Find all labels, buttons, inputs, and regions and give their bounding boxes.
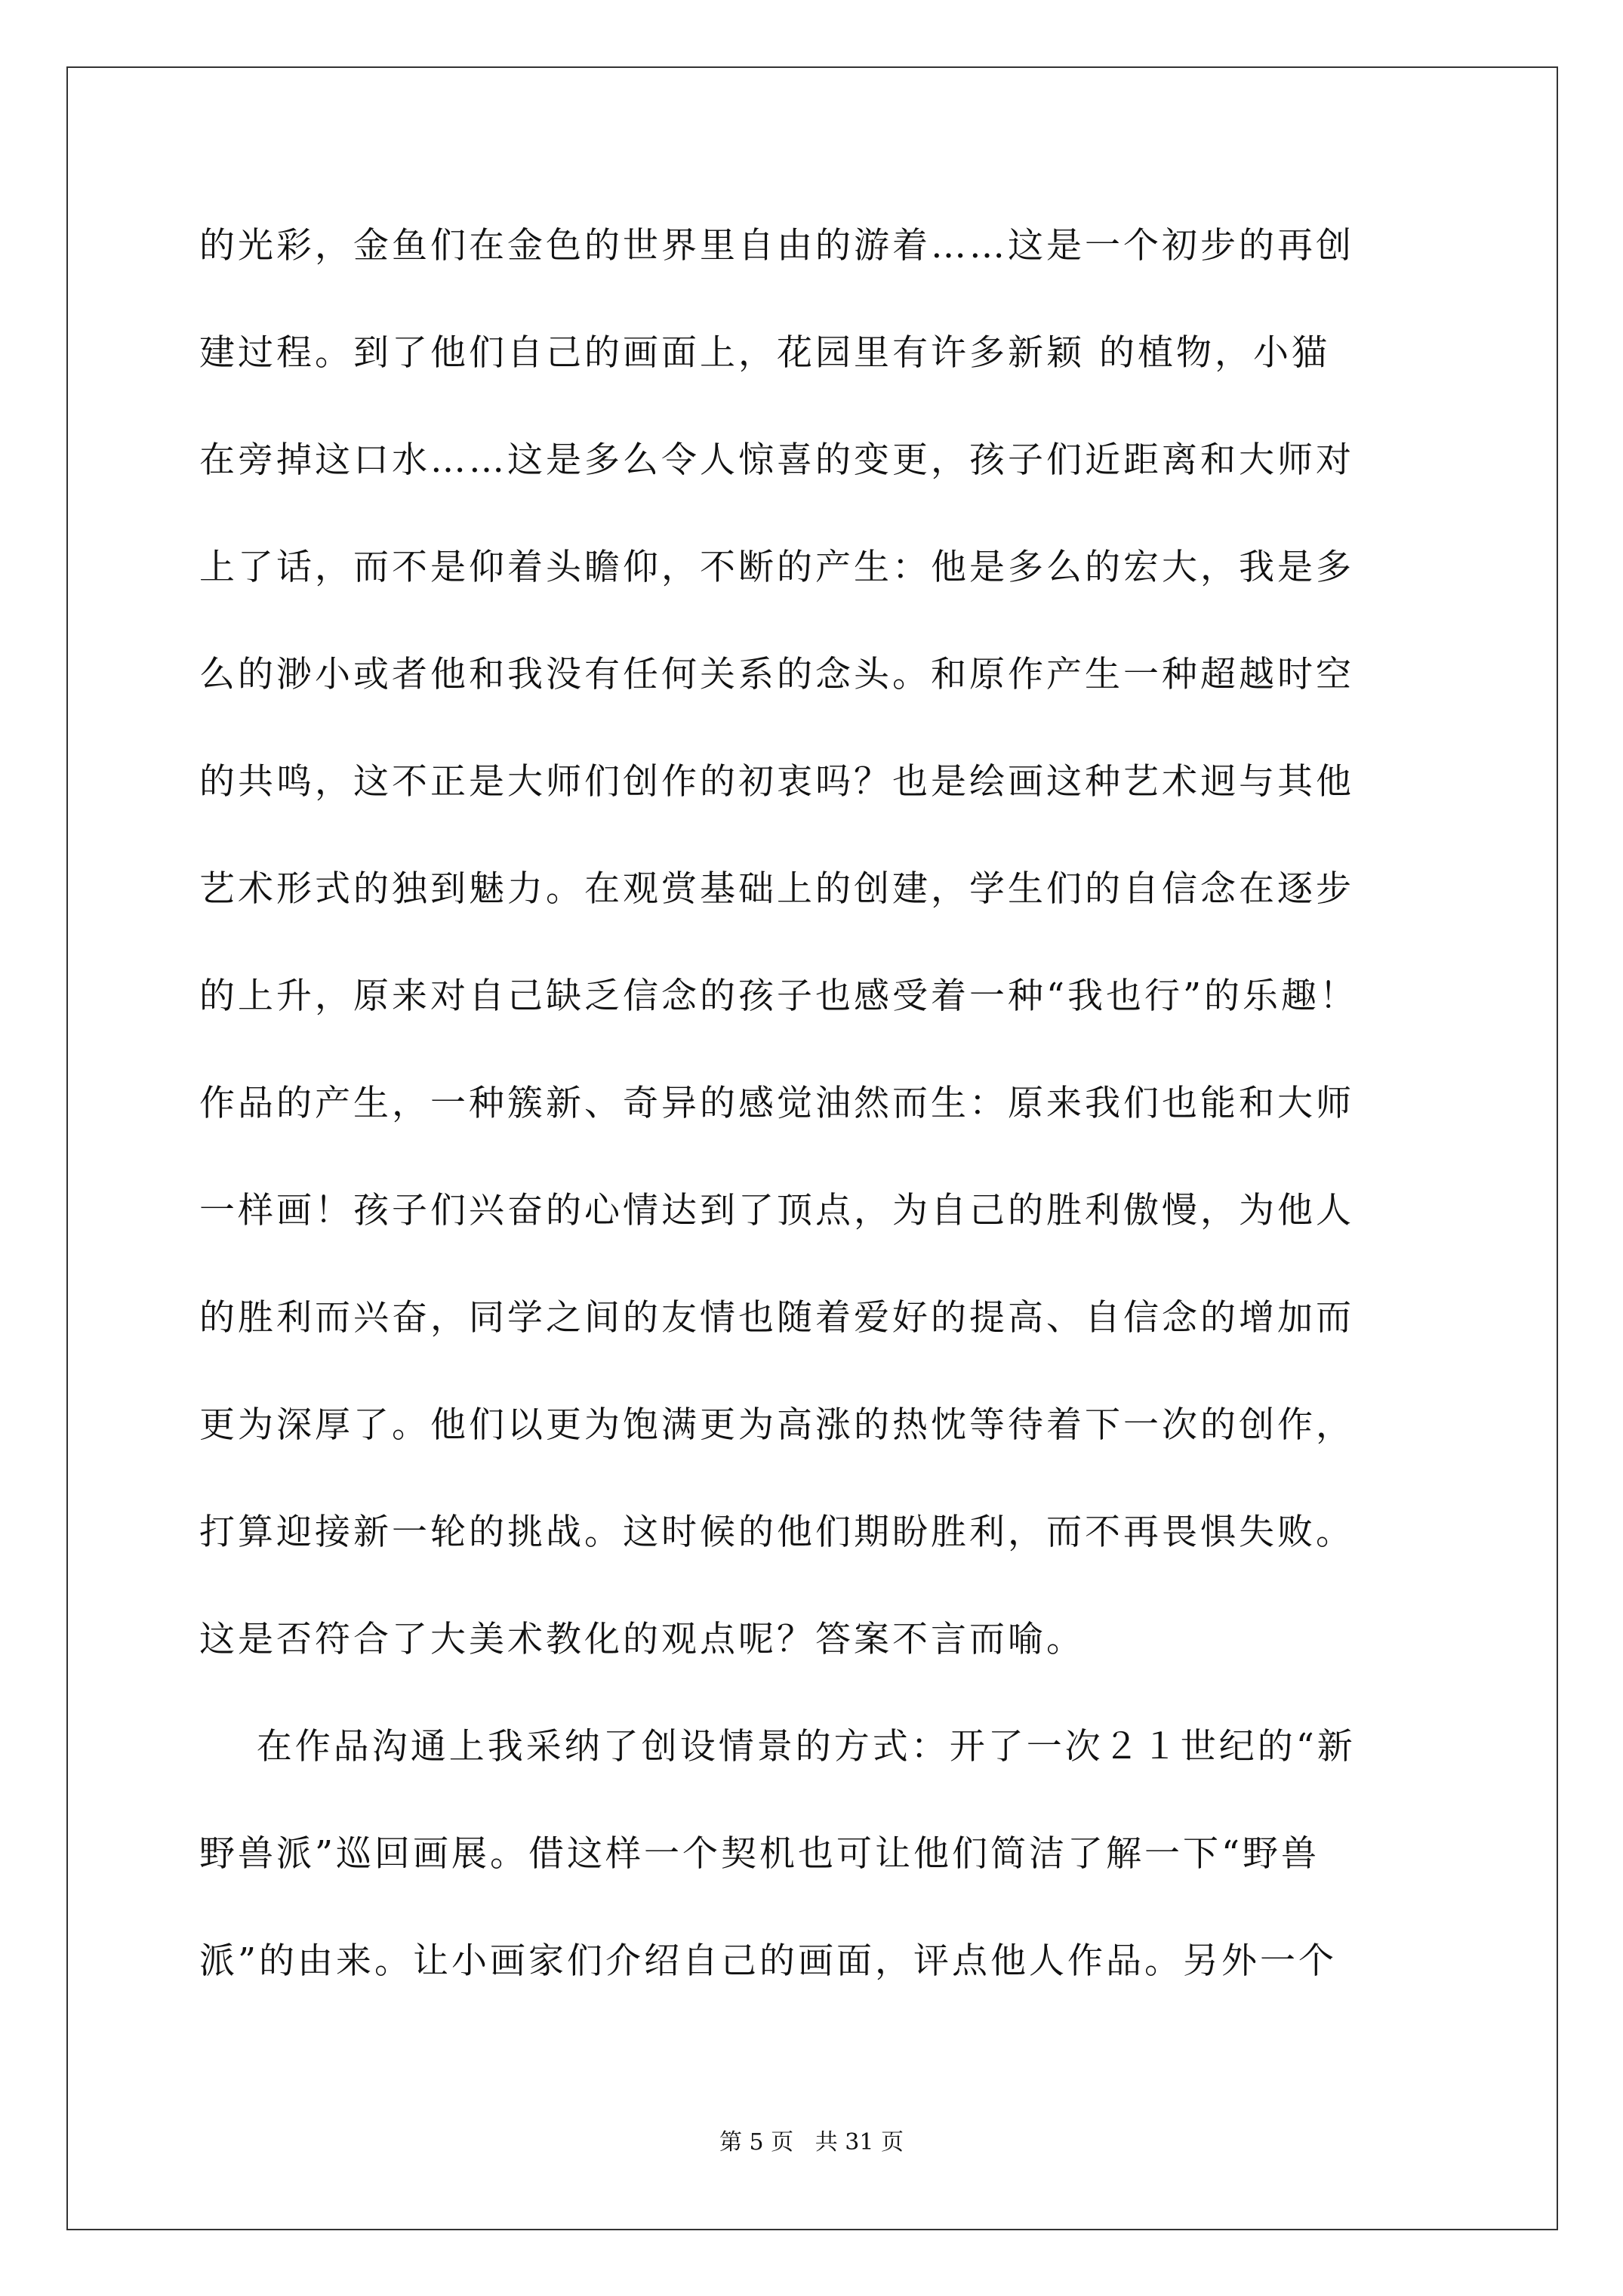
text-line: 这是否符合了大美术教化的观点呢？答案不言而喻。: [199, 1619, 1085, 1660]
page-number-footer: 第 5 页 共 31 页: [719, 2129, 904, 2156]
text-line: 上了话，而不是仰着头瞻仰，不断的产生：他是多么的宏大，我是多: [199, 547, 1354, 588]
text-line: 在旁掉这口水……这是多么令人惊喜的变更，孩子们近距离和大师对: [199, 439, 1354, 481]
body-text: [199, 217, 1437, 2040]
text-line: 一样画！孩子们兴奋的心情达到了顶点，为自己的胜利傲慢，为他人: [199, 1190, 1354, 1231]
text-line: 建过程。到了他们自己的画面上，花园里有许多新颖 的植物，小猫: [199, 332, 1330, 374]
text-line: 更为深厚了。他们以更为饱满更为高涨的热忱等待着下一次的创作，: [199, 1404, 1354, 1446]
text-line: 的上升，原来对自己缺乏信念的孩子也感受着一种“我也行”的乐趣！: [199, 975, 1359, 1017]
text-line: 派”的由来。让小画家们介绍自己的画面，评点他人作品。另外一个: [199, 1940, 1338, 1982]
text-line: 野兽派”巡回画展。借这样一个契机也可让他们简洁了解一下“野兽: [199, 1833, 1320, 1875]
text-line: 的胜利而兴奋，同学之间的友情也随着爱好的提高、自信念的增加而: [199, 1297, 1354, 1339]
text-line: 的共鸣，这不正是大师们创作的初衷吗？也是绘画这种艺术迥与其他: [199, 761, 1354, 803]
text-line: 的光彩，金鱼们在金色的世界里自由的游着……这是一个初步的再创: [199, 225, 1354, 267]
text-line: 么的渺小或者他和我没有任何关系的念头。和原作产生一种超越时空: [199, 654, 1354, 695]
paragraph-start-line: 在作品沟通上我采纳了创设情景的方式：开了一次２１世纪的“新: [199, 1726, 1356, 1767]
text-line: 作品的产生，一种簇新、奇异的感觉油然而生：原来我们也能和大师: [199, 1083, 1354, 1124]
text-line: 打算迎接新一轮的挑战。这时候的他们期盼胜利，而不再畏惧失败。: [199, 1512, 1354, 1553]
text-line: 艺术形式的独到魅力。在观赏基础上的创建，学生们的自信念在逐步: [199, 868, 1354, 910]
